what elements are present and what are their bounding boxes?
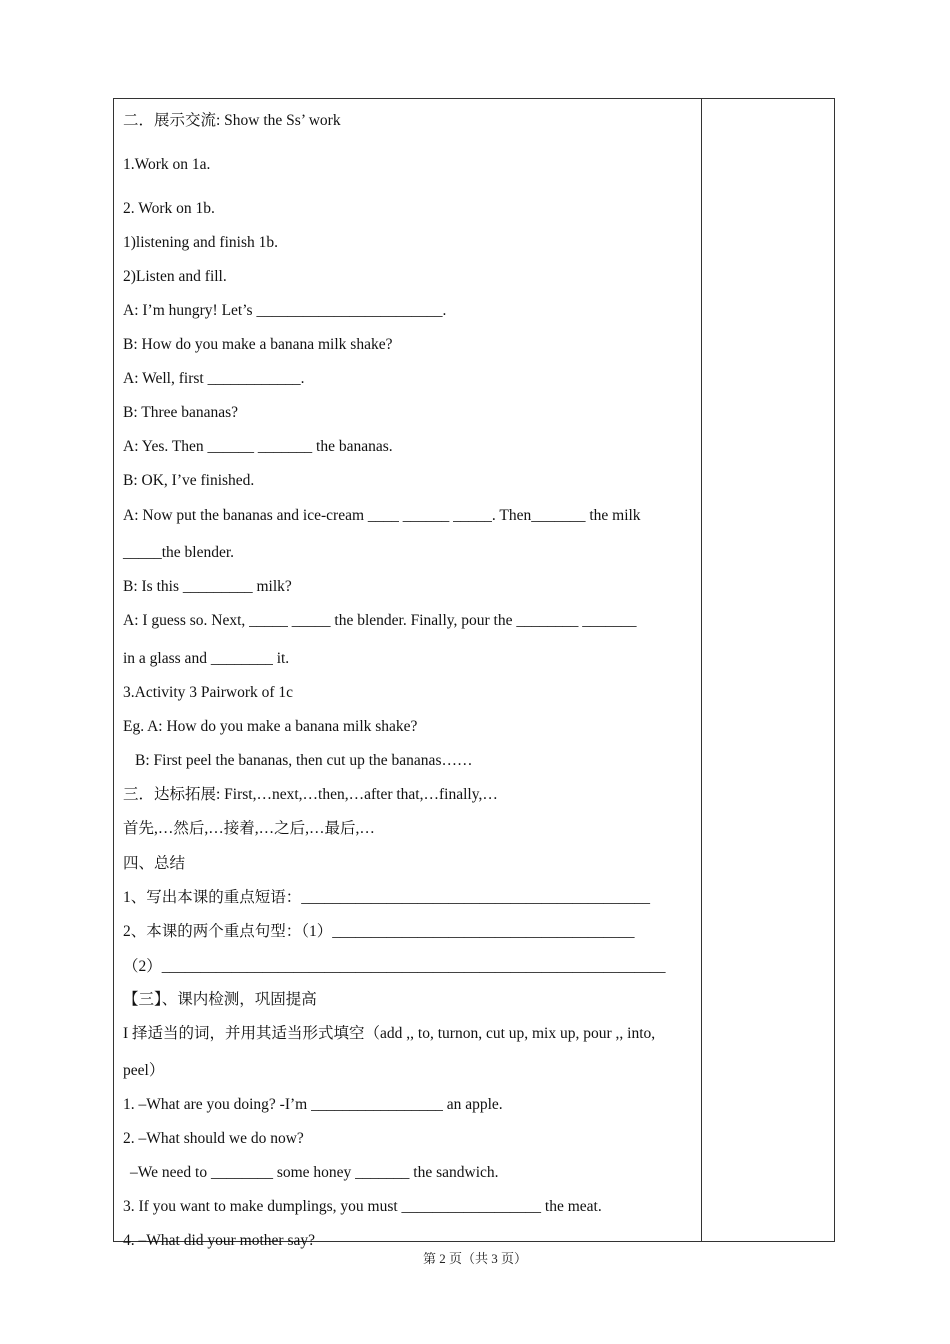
summary-line: 1、写出本课的重点短语：_____________________________________________ (123, 889, 651, 906)
text-line: 1)listening and finish 1b. (123, 234, 278, 251)
summary-line: （2）_________________________________________________________________ (123, 958, 666, 975)
dialogue-line: in a glass and ________ it. (123, 650, 290, 667)
dialogue-line: A: I’m hungry! Let’s ________________________. (123, 302, 447, 319)
text-line: 3.Activity 3 Pairwork of 1c (123, 684, 294, 701)
dialogue-line: B: OK, I’ve finished. (123, 472, 255, 489)
dialogue-line: A: I guess so. Next, _____ _____ the blender. Finally, pour the ________ _______ (123, 612, 637, 629)
exercise-instructions: peel） (123, 1062, 165, 1079)
exercise-instructions: I 择适当的词，并用其适当形式填空（add ,, to, turnon, cut up, mix up, pour ,, into, (123, 1025, 656, 1042)
dialogue-line: B: How do you make a banana milk shake? (123, 336, 393, 353)
text-line: 2. Work on 1b. (123, 200, 215, 217)
dialogue-line: B: Is this _________ milk? (123, 578, 292, 595)
page-number-footer: 第 2 页（共 3 页） (422, 1251, 527, 1266)
text-line: 1.Work on 1a. (123, 156, 211, 173)
dialogue-line: A: Well, first ____________. (123, 370, 305, 387)
summary-line: 2、本课的两个重点句型：（1）_______________________________________ (123, 923, 635, 940)
dialogue-line: _____the blender. (123, 544, 235, 561)
exercise-item: 2. –What should we do now? (123, 1130, 304, 1147)
exercise-item: 4. –What did your mother say? (123, 1232, 315, 1249)
section-two-heading: 二．展示交流: Show the Ss’ work (123, 112, 341, 129)
column-divider (701, 99, 702, 1241)
exercise-item: 1. –What are you doing? -I’m _________________ an apple. (123, 1096, 503, 1113)
practice-heading: 【三】、课内检测，巩固提高 (123, 991, 317, 1008)
section-three-heading: 三．达标拓展: First,…next,…then,…after that,…finally,… (123, 786, 498, 803)
text-line: 2)Listen and fill. (123, 268, 227, 285)
exercise-item: –We need to ________ some honey _______ the sandwich. (130, 1164, 499, 1181)
text-line: 首先,…然后,…接着,…之后,…最后,… (123, 820, 375, 837)
dialogue-line: A: Yes. Then ______ _______ the bananas. (123, 438, 393, 455)
section-four-heading: 四、总结 (123, 855, 186, 872)
exercise-item: 3. If you want to make dumplings, you must __________________ the meat. (123, 1198, 602, 1215)
text-line: Eg. A: How do you make a banana milk shake? (123, 718, 418, 735)
dialogue-line: B: Three bananas? (123, 404, 239, 421)
dialogue-line: A: Now put the bananas and ice-cream ____ ______ _____. Then_______ the milk (123, 507, 641, 524)
text-line: B: First peel the bananas, then cut up the bananas…… (135, 752, 473, 769)
